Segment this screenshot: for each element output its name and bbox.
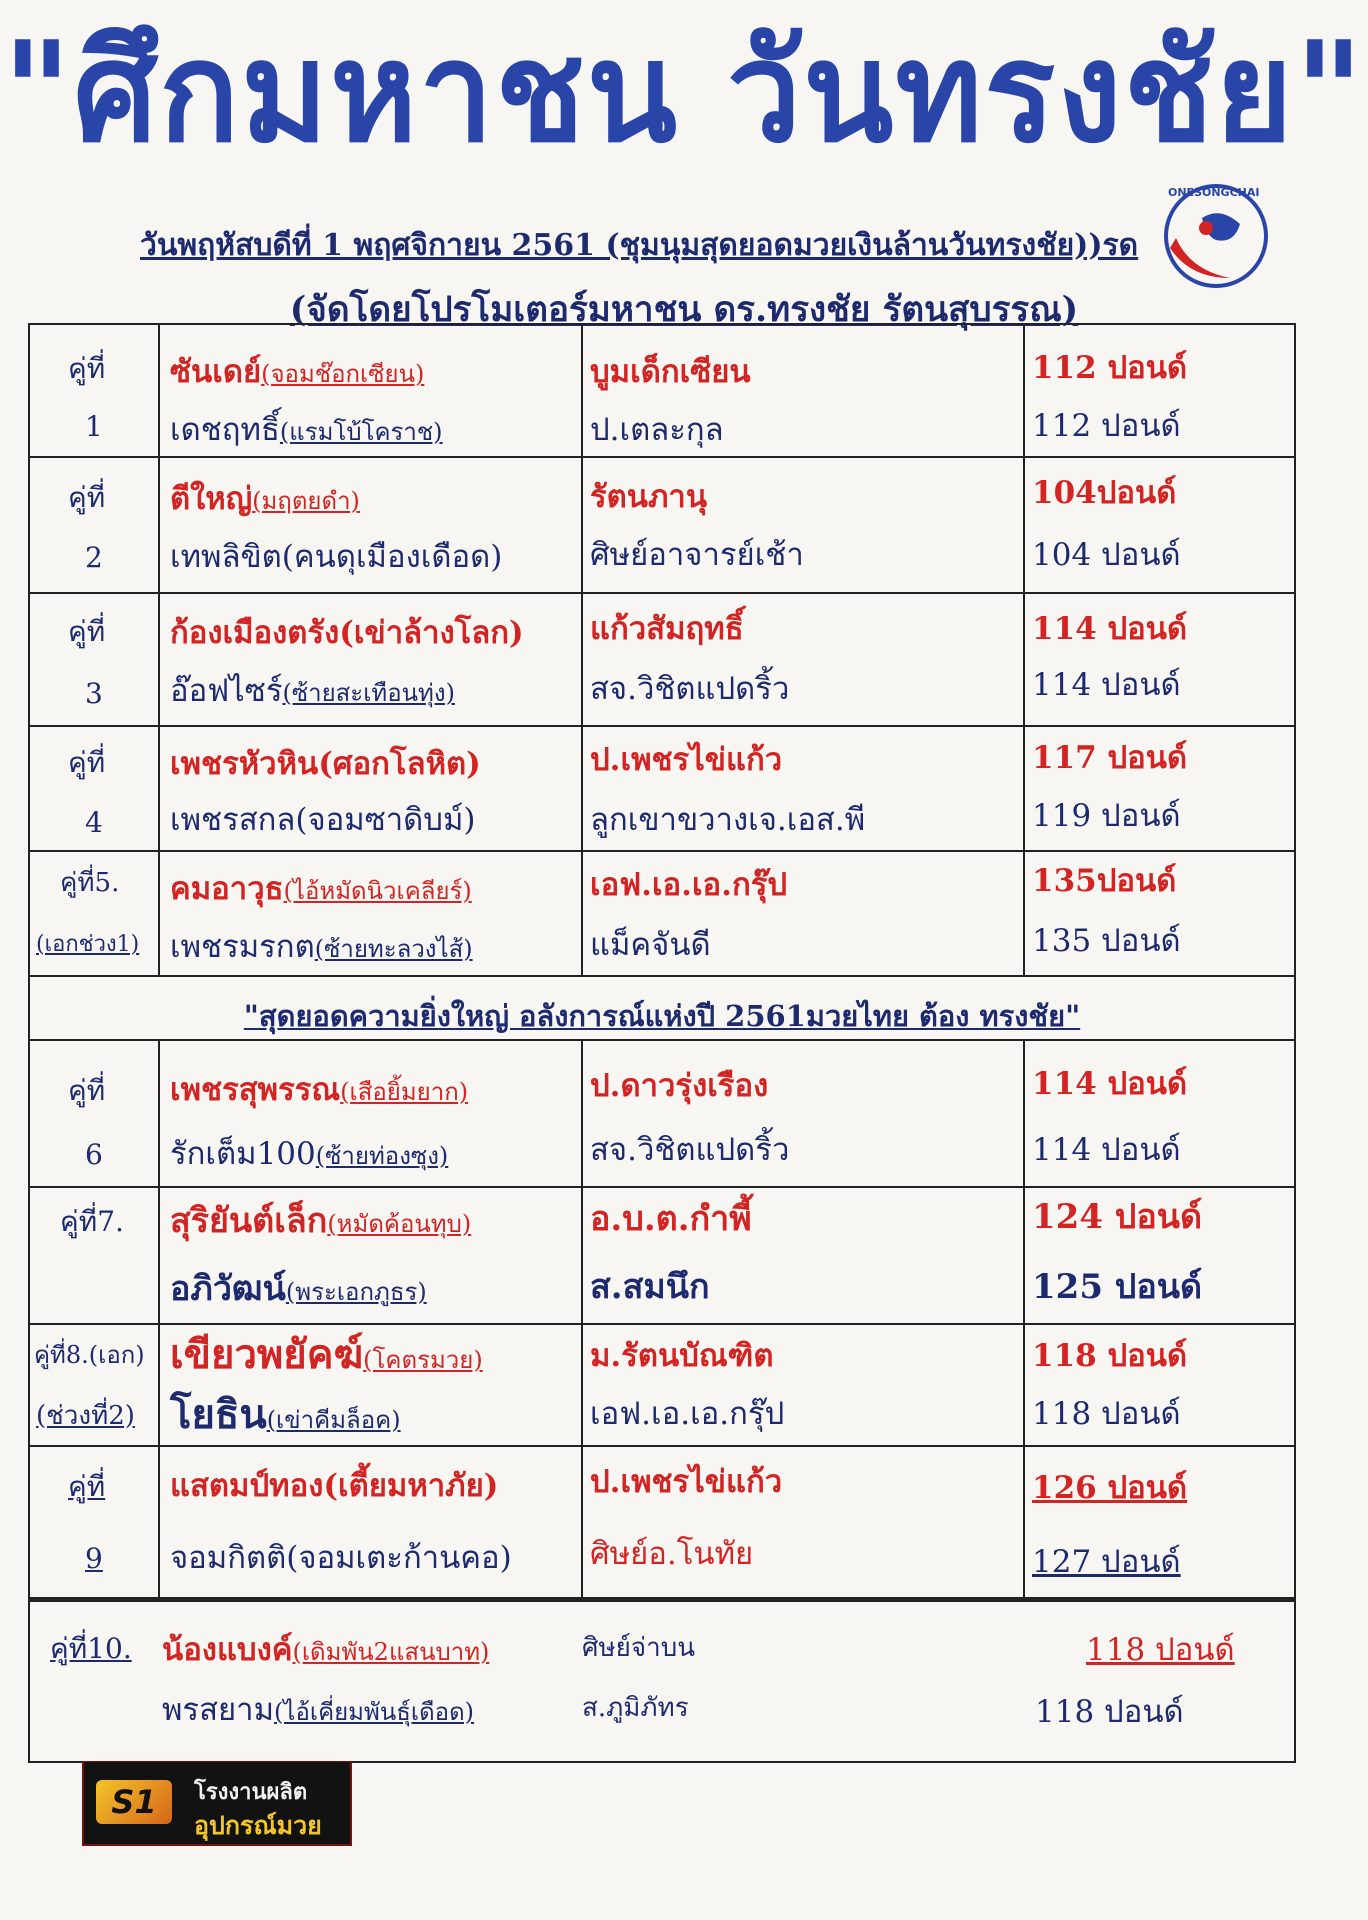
blue-fighter: เพชรมรกต(ซ้ายทะลวงไส้) — [170, 929, 473, 965]
red-camp: อ.บ.ต.กำพี้ — [590, 1199, 752, 1239]
blue-fighter: รักเต็ม100(ซ้ายท่องซุง) — [170, 1136, 449, 1172]
red-weight: 114 ปอนด์ — [1032, 611, 1188, 647]
blue-weight: 118 ปอนด์ — [1035, 1694, 1184, 1730]
bout-row — [30, 1041, 1294, 1188]
red-weight: 112 ปอนด์ — [1032, 350, 1188, 386]
bout-number: 1 — [85, 410, 103, 443]
red-weight: 118 ปอนด์ — [1032, 1338, 1188, 1374]
red-weight: 114 ปอนด์ — [1032, 1066, 1188, 1102]
bout-row — [30, 325, 1294, 458]
blue-camp: ศิษย์อาจารย์เช้า — [590, 537, 804, 573]
blue-camp: สจ.วิชิตแปดริ้ว — [590, 671, 790, 707]
red-fighter: เพชรหัวหิน(ศอกโลหิต) — [170, 746, 481, 782]
bout-number: 6 — [85, 1138, 103, 1171]
red-weight: 117 ปอนด์ — [1032, 740, 1188, 776]
blue-fighter: เดชฤทธิ์(แรมโบ้โคราช) — [170, 412, 443, 448]
red-camp: ป.เพชรไข่แก้ว — [590, 742, 783, 778]
red-camp: ศิษย์จ่าบน — [582, 1633, 695, 1663]
blue-fighter: อภิวัฒน์(พระเอกภูธร) — [170, 1269, 427, 1309]
bout-number: 2 — [85, 541, 103, 574]
red-weight: 124 ปอนด์ — [1032, 1197, 1203, 1237]
red-weight: 135ปอนด์ — [1032, 863, 1177, 899]
bout-number: คู่ที่ — [68, 352, 106, 385]
bout-row — [30, 727, 1294, 852]
blue-fighter: เทพลิขิต(คนดุเมืองเดือด) — [170, 539, 503, 575]
blue-weight: 135 ปอนด์ — [1032, 923, 1181, 959]
blue-camp: สจ.วิชิตแปดริ้ว — [590, 1132, 790, 1168]
blue-camp: ส.ภูมิภัทร — [582, 1693, 689, 1723]
event-date-subtitle: วันพฤหัสบดีที่ 1 พฤศจิกายน 2561 (ชุมนุมสุดยอดมวยเงินล้านวันทรงชัย))รด — [140, 228, 1139, 263]
blue-weight: 114 ปอนด์ — [1032, 1132, 1181, 1168]
blue-camp: ป.เตละกุล — [590, 412, 724, 448]
bout-row — [30, 1447, 1294, 1599]
blue-camp: เอฟ.เอ.เอ.กรุ๊ป — [590, 1396, 785, 1432]
red-weight: 118 ปอนด์ — [1086, 1632, 1235, 1668]
blue-camp: ลูกเขาขวางเจ.เอส.พี — [590, 802, 866, 838]
bout-row — [30, 1599, 1294, 1761]
red-weight: 126 ปอนด์ — [1032, 1470, 1188, 1506]
bout-number: คู่ที่ — [68, 746, 106, 779]
sponsor-line2: อุปกรณ์มวย — [194, 1811, 322, 1840]
blue-fighter: เพชรสกล(จอมซาดิบม์) — [170, 802, 476, 838]
bout-row — [30, 1188, 1294, 1325]
blue-weight: 114 ปอนด์ — [1032, 667, 1181, 703]
red-fighter: สุริยันต์เล็ก(หมัดค้อนทุบ) — [170, 1201, 472, 1241]
poster-title: "ศึกมหาชน วันทรงชัย" — [2, 12, 1366, 174]
banner-text: "สุดยอดความยิ่งใหญ่ อลังการณ์แห่งปี 2561มวยไทย ต้อง ทรงชัย" — [243, 999, 1081, 1033]
blue-weight: 127 ปอนด์ — [1032, 1544, 1181, 1580]
bout-number: 9 — [85, 1542, 103, 1575]
red-fighter: คมอาวุธ(ไอ้หมัดนิวเคลียร์) — [170, 871, 472, 907]
logo-text: ONESONGCHAI — [1168, 186, 1260, 199]
banner-row — [30, 977, 1294, 1041]
bout-number: (เอกช่วง1) — [36, 932, 140, 957]
bout-number: คู่ที่ — [68, 1470, 106, 1503]
bout-row — [30, 594, 1294, 727]
blue-weight: 119 ปอนด์ — [1032, 798, 1181, 834]
red-fighter: แสตมป์ทอง(เตี้ยมหาภัย) — [170, 1468, 499, 1504]
bout-number: คู่ที่ — [68, 615, 106, 648]
blue-weight: 112 ปอนด์ — [1032, 408, 1181, 444]
bout-number: คู่ที่ — [68, 481, 106, 514]
bout-number: คู่ที่ — [68, 1074, 106, 1107]
bout-row — [30, 1325, 1294, 1447]
red-fighter: ก้องเมืองตรัง(เข่าล้างโลก) — [170, 615, 524, 651]
songchai-logo — [1150, 178, 1276, 290]
sponsor-logo: S1 — [96, 1780, 172, 1824]
blue-camp: แม็คจันดี — [590, 927, 711, 963]
red-fighter: น้องแบงค์(เดิมพัน2แสนบาท) — [162, 1632, 490, 1668]
red-camp: เอฟ.เอ.เอ.กรุ๊ป — [590, 867, 788, 903]
bout-number: 4 — [85, 806, 103, 839]
blue-camp: ศิษย์อ.โนทัย — [590, 1536, 754, 1572]
red-weight: 104ปอนด์ — [1032, 475, 1177, 511]
blue-weight: 125 ปอนด์ — [1032, 1267, 1203, 1307]
blue-weight: 104 ปอนด์ — [1032, 537, 1181, 573]
bout-number: คู่ที่10. — [50, 1632, 132, 1665]
bout-number: คู่ที่8.(เอก) — [34, 1341, 145, 1369]
bout-number: 3 — [85, 677, 103, 710]
bout-number: คู่ที่5. — [60, 868, 120, 898]
red-camp: บูมเด็กเซียน — [590, 354, 751, 390]
blue-fighter: พรสยาม(ไอ้เคี่ยมพันธุ์เดือด) — [162, 1692, 475, 1728]
red-fighter: ตีใหญ่(มฤตยดำ) — [170, 481, 360, 517]
bout-row — [30, 852, 1294, 977]
blue-fighter: โยธิน(เข่าคีมล็อค) — [170, 1391, 401, 1438]
red-fighter: เขียวพยัคฆ์(โคตรมวย) — [170, 1331, 483, 1378]
red-fighter: เพชรสุพรรณ(เสือยิ้มยาก) — [170, 1072, 469, 1108]
bout-number: (ช่วงที่2) — [36, 1401, 135, 1431]
bout-row — [30, 458, 1294, 594]
blue-camp: ส.สมนึก — [590, 1267, 710, 1307]
blue-fighter: จอมกิตติ(จอมเตะก้านคอ) — [170, 1540, 512, 1576]
sponsor-line1: โรงงานผลิต — [194, 1780, 308, 1805]
red-camp: ม.รัตนบัณฑิต — [590, 1338, 774, 1374]
sponsor-banner — [82, 1760, 352, 1846]
red-camp: ป.ดาวรุ่งเรือง — [590, 1068, 769, 1104]
organizer-line: (จัดโดยโปรโมเตอร์มหาชน ดร.ทรงชัย รัตนสุบรรณ) — [289, 289, 1079, 330]
red-camp: รัตนภานุ — [590, 479, 708, 515]
red-camp: ป.เพชรไข่แก้ว — [590, 1464, 783, 1500]
red-camp: แก้วสัมฤทธิ์ — [590, 611, 744, 647]
fight-card-table — [28, 323, 1296, 1763]
blue-fighter: อ๊อฟไซร์(ซ้ายสะเทือนทุ่ง) — [170, 673, 455, 709]
divider — [30, 1599, 1294, 1602]
blue-weight: 118 ปอนด์ — [1032, 1396, 1181, 1432]
red-fighter: ซันเดย์(จอมช๊อกเซียน) — [170, 354, 425, 390]
bout-number: คู่ที่7. — [60, 1205, 124, 1238]
